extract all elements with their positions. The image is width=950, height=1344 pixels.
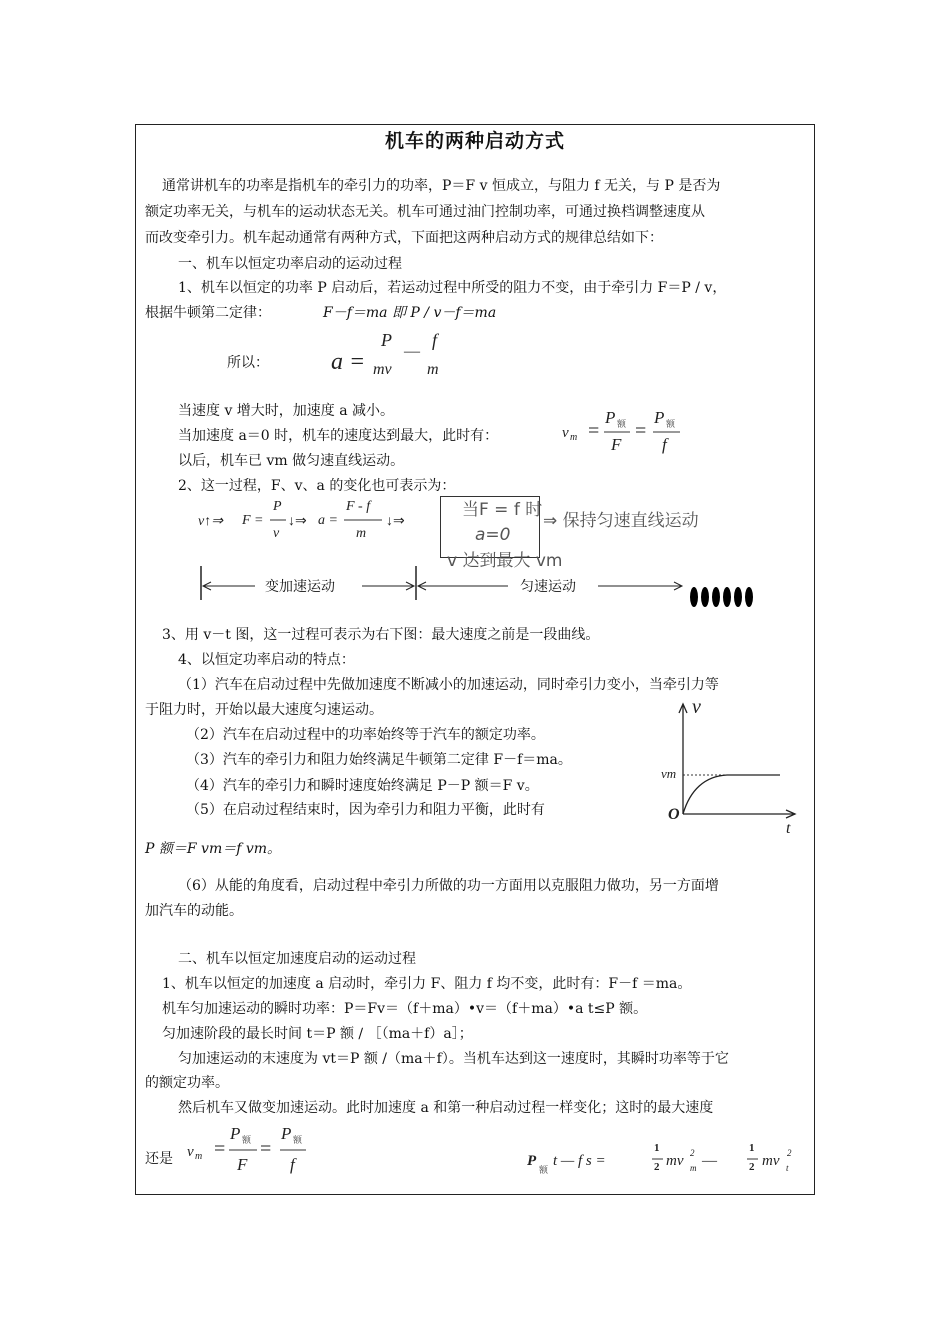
energy-minus: — xyxy=(702,1153,717,1169)
feature-6b: 加汽车的动能。 xyxy=(145,903,243,919)
formula-P: P xyxy=(381,330,392,350)
energy-sq-2: 2 xyxy=(787,1148,792,1158)
vm1-P2: P xyxy=(654,408,665,427)
graph-origin: O xyxy=(668,806,680,823)
box-line-3: v 达到最大 vm xyxy=(447,551,563,571)
sec1-para-4: 4、以恒定功率启动的特点： xyxy=(178,652,355,668)
energy-mid: t — f s = xyxy=(553,1153,606,1169)
energy-mv-1: mv xyxy=(666,1153,684,1169)
vm1-f: f xyxy=(662,435,667,454)
formula-a: a = xyxy=(331,349,366,375)
sec2-para-4b: 的额定功率。 xyxy=(145,1075,229,1091)
energy-sq-1: 2 xyxy=(690,1148,695,1158)
intro-line-3: 而改变牵引力。机车起动通常有两种方式，下面把这两种启动方式的规律总结如下： xyxy=(145,230,663,246)
accel-zero-text: 当加速度 a＝0 时，机车的速度达到最大，此时有： xyxy=(178,428,499,444)
sec1-para-2: 2、这一过程，F、v、a 的变化也可表示为： xyxy=(178,478,456,494)
chain-down-1: ↓⇒ xyxy=(288,514,307,529)
sec2-para-1: 1、机车以恒定的加速度 a 启动时，牵引力 F、阻力 f 均不变，此时有：F－f ＝ma。 xyxy=(162,976,692,992)
energy-P: P xyxy=(527,1153,537,1169)
sec2-para-3: 匀加速阶段的最长时间 t＝P 额 ∕ ［（ma＋f）a］； xyxy=(162,1026,473,1042)
energy-m-sub: m xyxy=(690,1163,697,1173)
keep-uniform-text: ⇒ 保持匀速直线运动 xyxy=(543,511,699,531)
vm2-P2: P xyxy=(281,1124,292,1143)
feature-3: （3）汽车的牵引力和阻力始终满足牛顿第二定律 F－f＝ma。 xyxy=(186,752,572,768)
section-2-heading: 二、机车以恒定加速度启动的运动过程 xyxy=(178,951,416,967)
vm1-P-sub: 额 xyxy=(617,419,627,429)
vm2-v: v xyxy=(187,1144,194,1160)
sec1-para-1a: 1、机车以恒定的功率 P 启动后，若运动过程中所受的阻力不变，由于牵引力 F＝P / v， xyxy=(178,280,727,296)
chain-v: v xyxy=(273,526,280,541)
energy-fraction-bars xyxy=(0,0,1,1)
feature-4: （4）汽车的牵引力和瞬时速度始终满足 P－P 额＝F v。 xyxy=(186,778,539,794)
suoyi-label: 所以： xyxy=(227,355,269,371)
vm1-eq: = xyxy=(588,420,600,442)
chain-F-minus-f: F - f xyxy=(346,499,371,514)
vm2-eq: = xyxy=(214,1138,226,1160)
vm2-sub: m xyxy=(195,1151,203,1162)
sec1-equation-1: F－f＝ma 即 P / v－f＝ma xyxy=(323,305,497,321)
chain-v-up: v↑⇒ xyxy=(198,514,223,529)
chain-a-eq: a = xyxy=(318,513,338,528)
box-line-2: a=0 xyxy=(475,525,511,545)
feature-5a: （5）在启动过程结束时，因为牵引力和阻力平衡，此时有 xyxy=(186,802,545,818)
feature-1a: （1）汽车在启动过程中先做加速度不断减小的加速运动，同时牵引力变小，当牵引力等 xyxy=(178,677,719,693)
vm1-F: F xyxy=(611,435,622,454)
vm2-eq2: = xyxy=(260,1138,272,1160)
segment-variable-accel: 变加速运动 xyxy=(265,579,335,595)
feature-2: （2）汽车在启动过程中的功率始终等于汽车的额定功率。 xyxy=(186,727,545,743)
sec2-para-2: 机车匀加速运动的瞬时功率：P＝Fv＝（f＋ma）•v＝（f＋ma）•a t≤P 额。 xyxy=(162,1001,648,1017)
graph-y-label: v xyxy=(692,696,701,718)
graph-x-label: t xyxy=(786,820,791,837)
energy-half-1-num: 1 xyxy=(654,1142,660,1154)
energy-P-sub: 额 xyxy=(539,1165,549,1175)
vm2-P-sub: 额 xyxy=(242,1135,252,1145)
formula-f: f xyxy=(432,330,438,350)
box-line-1: 当F = f 时 xyxy=(462,500,543,520)
vm2-P: P xyxy=(230,1124,241,1143)
chain-F-eq: F = xyxy=(242,513,264,528)
vm2-F: F xyxy=(237,1155,248,1174)
graph-vm-label: vm xyxy=(661,766,677,781)
energy-half-1-den: 2 xyxy=(654,1161,660,1173)
vm1-P: P xyxy=(605,408,616,427)
energy-half-2-den: 2 xyxy=(749,1161,755,1173)
chain-down-2: ↓⇒ xyxy=(386,514,405,529)
page-title: 机车的两种启动方式 xyxy=(384,130,565,152)
formula-mv: mv xyxy=(373,361,392,378)
sec2-para-5: 然后机车又做变加速运动。此时加速度 a 和第一种启动过程一样变化；这时的最大速度 xyxy=(178,1100,714,1116)
vm1-P2-sub: 额 xyxy=(666,419,676,429)
vm2-P2-sub: 额 xyxy=(293,1135,303,1145)
formula-m: m xyxy=(427,361,439,378)
after-text: 以后，机车已 vm 做匀速直线运动。 xyxy=(178,453,405,469)
feature-5b: P 额＝F vm＝f vm。 xyxy=(145,841,282,857)
sec1-para-1b: 根据牛顿第二定律： xyxy=(145,305,271,321)
energy-half-2-num: 1 xyxy=(749,1142,755,1154)
vm1-sub: m xyxy=(570,432,578,443)
segment-uniform: 匀速运动 xyxy=(520,579,576,595)
formula-minus: — xyxy=(404,343,420,360)
feature-6a: （6）从能的角度看，启动过程中牵引力所做的功一方面用以克服阻力做功，另一方面增 xyxy=(178,878,719,894)
chain-m: m xyxy=(356,526,367,541)
feature-1b: 于阻力时，开始以最大速度匀速运动。 xyxy=(145,702,383,718)
intro-line-1: 通常讲机车的功率是指机车的牵引力的功率，P＝F v 恒成立，与阻力 f 无关，与 P 是否为 xyxy=(162,178,721,194)
chain-P: P xyxy=(273,499,282,514)
vm1-eq2: = xyxy=(635,420,647,442)
hai-shi-label: 还是 xyxy=(145,1151,173,1167)
intro-line-2: 额定功率无关，与机车的运动状态无关。机车可通过油门控制功率，可通过换档调整速度从 xyxy=(145,204,705,220)
energy-mv-2: mv xyxy=(762,1153,780,1169)
section-1-heading: 一、机车以恒定功率启动的运动过程 xyxy=(178,256,402,272)
sec1-para-3: 3、用 v－t 图，这一过程可表示为右下图：最大速度之前是一段曲线。 xyxy=(162,627,600,643)
speed-increase-text: 当速度 v 增大时，加速度 a 减小。 xyxy=(178,403,395,419)
energy-t-sub: t xyxy=(786,1163,789,1173)
vm2-f: f xyxy=(290,1155,295,1174)
sec2-para-4a: 匀加速运动的末速度为 vt＝P 额 /（ma＋f）。当机车达到这一速度时，其瞬时功率等于它 xyxy=(178,1051,729,1067)
vm1-v: v xyxy=(562,425,569,441)
